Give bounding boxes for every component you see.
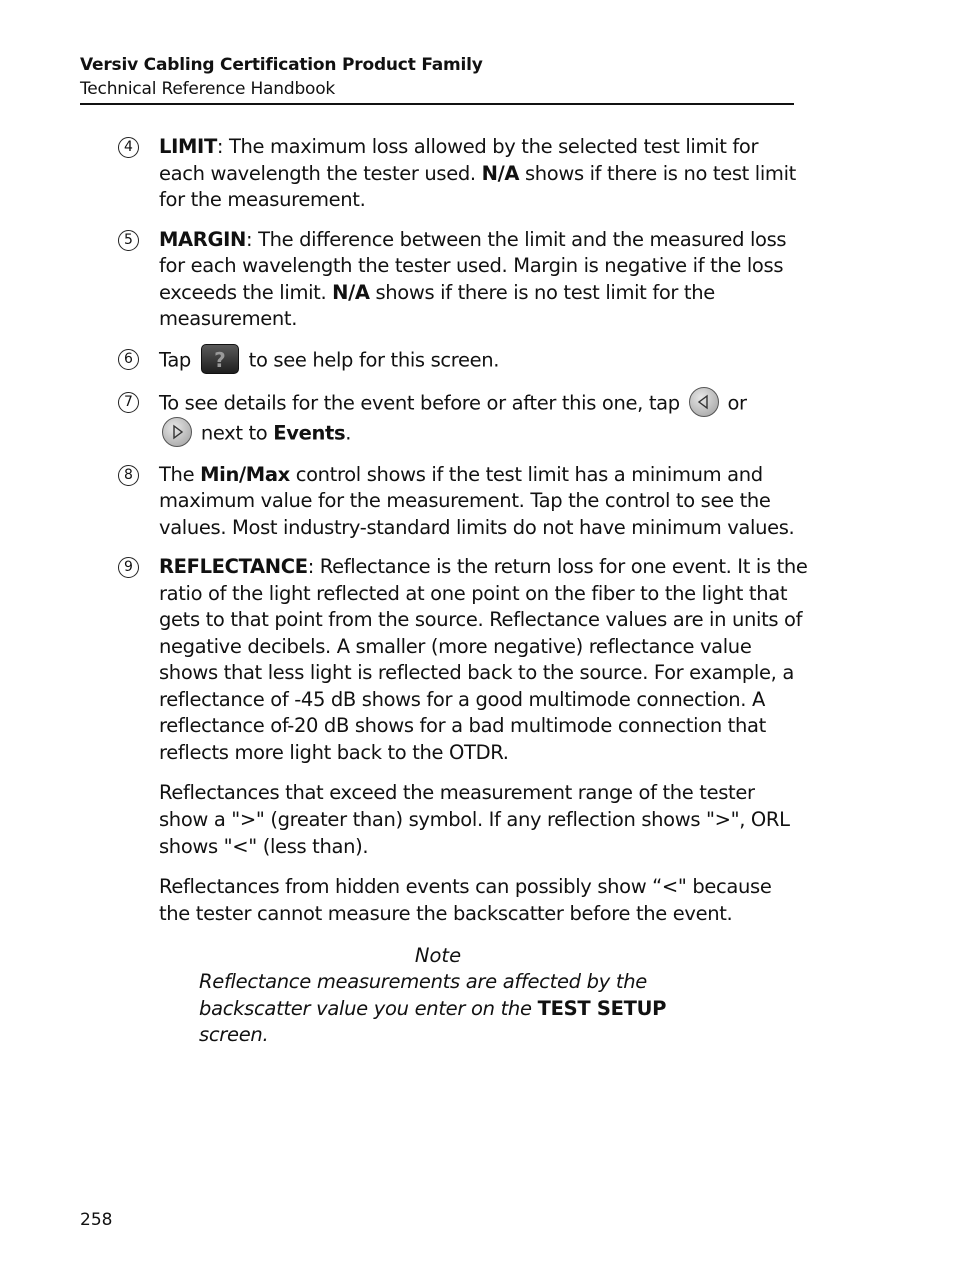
term-margin: MARGIN: [159, 227, 246, 251]
term-minmax: Min/Max: [200, 462, 290, 486]
minmax-text-1: The: [159, 462, 201, 486]
help-text-1: Tap: [159, 348, 197, 371]
list-item-limit: [118, 134, 808, 214]
page-header: [80, 53, 794, 105]
na-label: N/A: [481, 161, 520, 185]
na-label: N/A: [332, 280, 370, 304]
callout-number: 6: [118, 349, 139, 370]
callout-number: 9: [118, 557, 139, 578]
events-text-2: or: [721, 391, 747, 414]
list-item-margin: [118, 227, 808, 333]
help-text-2: to see help for this screen.: [242, 348, 500, 371]
note-text-2: screen.: [199, 1023, 269, 1046]
events-text-4: .: [345, 421, 352, 444]
reflectance-text: : Reflectance is the return loss for one event. It is the ratio of the light reflected at one point on the fiber to the light that gets to that point from the source. Reflectance values are in units of negative decibels. A smaller (more negative) reflectance value shows that less light is reflected back to the source. For example, a reflectance of -45 dB shows for a good multimode connection. A reflectance of-20 dB shows for a bad multimode connection that reflects more light back to the OTDR.: [159, 555, 808, 764]
callout-number: 8: [118, 465, 139, 486]
term-reflectance: REFLECTANCE: [159, 555, 308, 578]
header-subtitle: Technical Reference Handbook: [80, 79, 336, 99]
help-icon: ?: [201, 344, 239, 374]
margin-text-1: : The difference between the limit and the measured loss for each wavelength the tester used. Margin is negative if the loss exceeds the limit.: [159, 227, 787, 304]
limit-text-1: : The maximum loss allowed by the selected test limit for each wavelength the tester used.: [159, 135, 759, 185]
page-number: 258: [80, 1210, 113, 1230]
callout-number: 7: [118, 392, 139, 413]
list-item-reflectance: [118, 554, 808, 766]
callout-number: 4: [118, 137, 139, 158]
note-body: [199, 969, 699, 1049]
margin-text-2: shows if there is no test limit for the measurement.: [159, 280, 715, 330]
note-text-1: Reflectance measurements are affected by the backscatter value you enter on the: [199, 970, 647, 1020]
minmax-text-2: control shows if the test limit has a minimum and maximum value for the measurement. Tap the control to see the values. Most industry-standard limits do not have minimum values.: [159, 462, 795, 539]
previous-arrow-icon: [689, 387, 719, 417]
paragraph-hidden-events: Reflectances from hidden events can possibly show “<" because the tester cannot measure the backscatter before the event.: [159, 875, 772, 925]
list-item-help: [118, 346, 808, 376]
note-title: Note: [414, 944, 462, 967]
header-title: Versiv Cabling Certification Product Family: [80, 55, 483, 75]
list-item-events: [118, 389, 808, 449]
page-content: [118, 134, 808, 1049]
term-test-setup: TEST SETUP: [537, 996, 667, 1020]
next-arrow-icon: [162, 417, 192, 447]
list-item-minmax: [118, 462, 808, 542]
events-text-1: To see details for the event before or after this one, tap: [159, 391, 686, 414]
term-limit: LIMIT: [159, 135, 217, 158]
paragraph-exceed-range: Reflectances that exceed the measurement range of the tester show a ">" (greater than) symbol. If any reflection shows ">", ORL shows "<" (less than).: [159, 781, 790, 858]
limit-text-2: shows if there is no test limit for the measurement.: [159, 161, 796, 211]
events-text-3: next to: [195, 421, 274, 444]
callout-number: 5: [118, 230, 139, 251]
term-events: Events: [273, 421, 346, 444]
